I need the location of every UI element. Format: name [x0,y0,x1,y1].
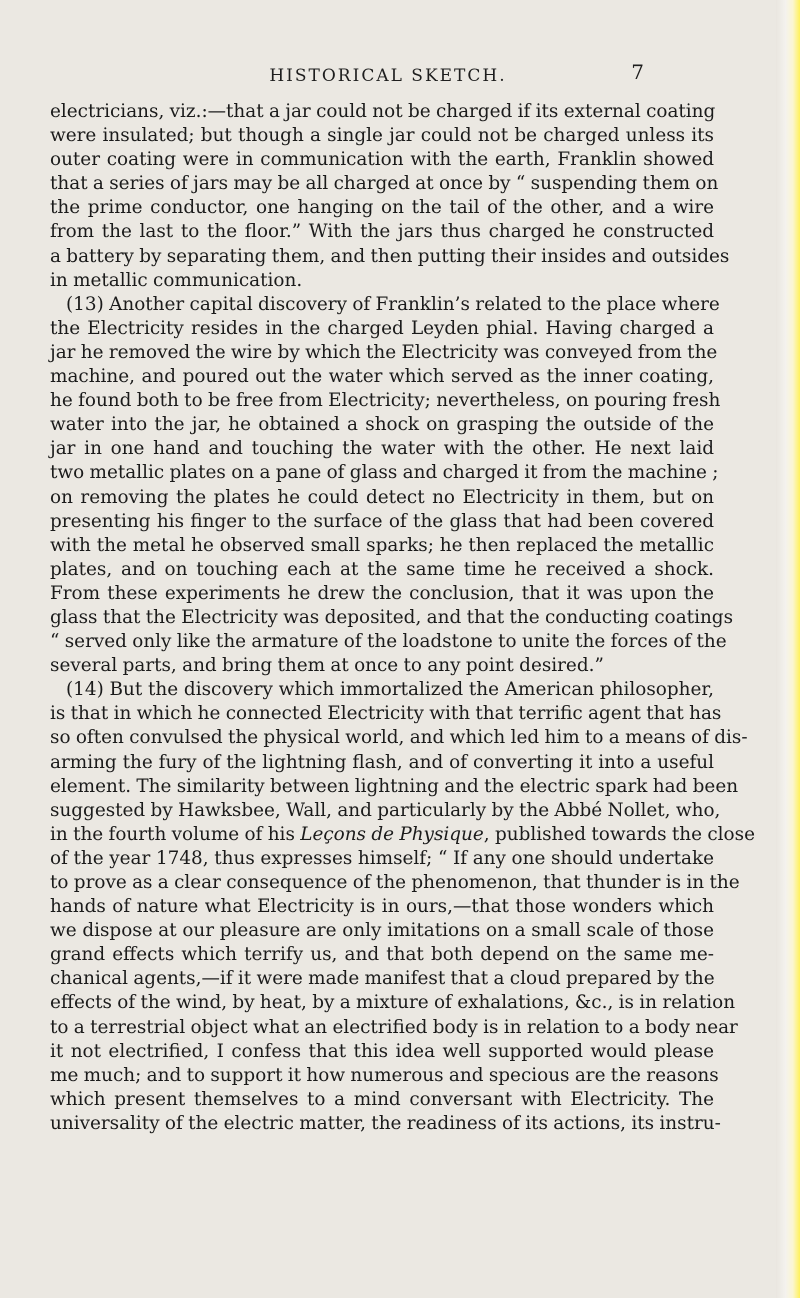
text-line: element. The similarity between lightning and the electric spark had been [50,775,739,797]
text-line: so often convulsed the physical world, and which led him to a means of dis- [50,727,748,749]
text-line: from the last to the floor.” With the jars thus charged he constructed [50,221,714,243]
text-segment: , published towards the close [483,823,755,845]
text-line: which present themselves to a mind conversant with Electricity. The [50,1088,714,1110]
text-line: two metallic plates on a pane of glass and charged it from the machine ; [50,462,719,484]
text-line: machine, and poured out the water which served as the inner coating, [50,366,714,388]
text-line: From these experiments he drew the conclusion, that it was upon the [50,582,714,604]
text-line: (13) Another capital discovery of Franklin’s related to the place where [66,293,720,315]
text-line: suggested by Hawksbee, Wall, and particularly by the Abbé Nollet, who, [50,799,721,821]
text-line: with the metal he observed small sparks; he then replaced the metallic [50,534,714,556]
text-line: several parts, and bring them at once to any point desired.” [50,655,604,677]
text-line: he found both to be free from Electricity; nevertheless, on pouring fresh [50,390,721,412]
body-text [50,100,755,1136]
text-line: in metallic communication. [50,269,303,291]
text-line: to prove as a clear consequence of the phenomenon, that thunder is in the [50,872,740,893]
page-edge [776,0,800,1298]
text-line: chanical agents,—if it were made manifest that a cloud prepared by the [50,968,715,990]
text-line: we dispose at our pleasure are only imitations on a small scale of those [50,920,714,942]
text-line: on removing the plates he could detect no Electricity in them, but on [50,486,714,508]
text-line: glass that the Electricity was deposited, and that the conducting coatings [50,606,734,628]
text-line: water into the jar, he obtained a shock on grasping the outside of the [50,414,714,436]
text-line: jar in one hand and touching the water with the other. He next laid [50,438,714,460]
page-header [0,60,776,88]
text-line: plates, and on touching each at the same time he received a shock. [50,558,714,580]
text-line: the prime conductor, one hanging on the tail of the other, and a wire [50,197,714,219]
text-line: (14) But the discovery which immortalized the American philosopher, [66,679,714,701]
text-line: effects of the wind, by heat, by a mixture of exhalations, &c., is in relation [50,992,736,1014]
running-head: HISTORICAL SKETCH. [269,66,507,86]
text-line: is that in which he connected Electricity with that terrific agent that has [50,703,722,725]
text-line: were insulated; but though a single jar could not be charged unless its [50,125,714,147]
text-line [50,823,755,847]
text-line: arming the fury of the lightning flash, and of converting it into a useful [50,751,714,773]
text-line: presenting his finger to the surface of the glass that had been covered [50,510,714,532]
text-segment: in the fourth volume of his [50,823,301,845]
text-line: hands of nature what Electricity is in ours,—that those wonders which [50,896,714,918]
text-line: grand effects which terrify us, and that both depend on the same me- [50,944,714,966]
text-line: the Electricity resides in the charged Leyden phial. Having charged a [50,317,714,339]
text-line: that a series of jars may be all charged at once by “ suspending them on [50,173,719,195]
text-line: it not electrified, I confess that this idea well supported would please [50,1040,714,1062]
book-title: Leçons de Physique [300,823,484,845]
text-line: of the year 1748, thus expresses himself; “ If any one should undertake [50,847,714,869]
text-line: “ served only like the armature of the loadstone to unite the forces of the [50,631,727,653]
text-line: a battery by separating them, and then putting their insides and outsides [50,245,730,267]
text-line: universality of the electric matter, the readiness of its actions, its instru- [50,1112,721,1134]
text-line: jar he removed the wire by which the Electricity was conveyed from the [50,341,718,363]
text-line: to a terrestrial object what an electrified body is in relation to a body near [50,1016,738,1038]
page-number: 7 [631,60,644,84]
text-line: electricians, viz.:—that a jar could not be charged if its external coating [50,101,716,122]
text-line: me much; and to support it how numerous and specious are the reasons [50,1064,719,1086]
text-line: outer coating were in communication with the earth, Franklin showed [50,149,714,171]
